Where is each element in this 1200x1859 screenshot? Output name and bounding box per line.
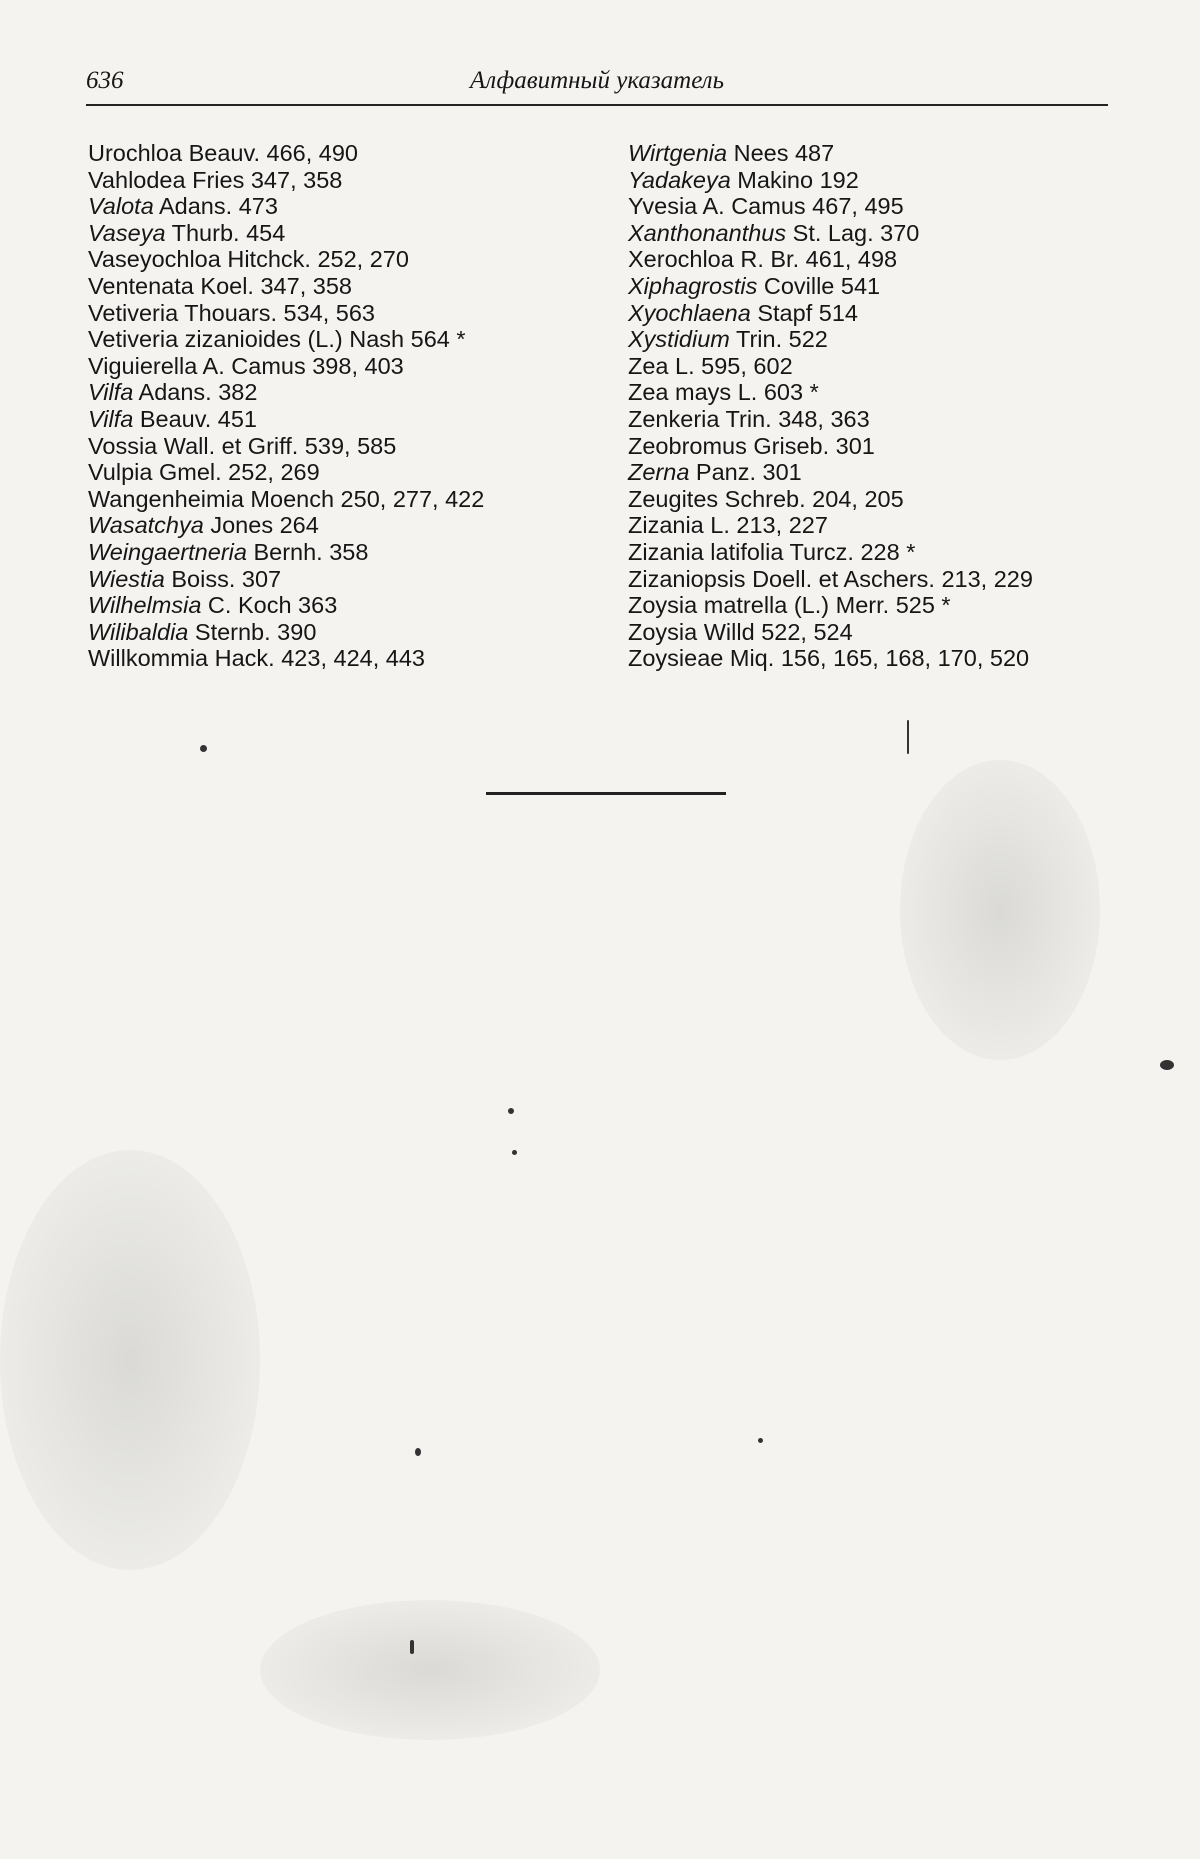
index-entry (628, 273, 1128, 300)
entry-detail: Coville 541 (757, 272, 881, 299)
index-entry (88, 167, 588, 194)
scan-speck (200, 745, 207, 752)
index-entry (628, 486, 1128, 513)
scan-speck (907, 720, 909, 754)
entry-name: Xiphagrostis (628, 272, 758, 299)
entry-detail: matrella (L.) Merr. 525 * (697, 592, 951, 619)
entry-name: Valota (88, 193, 154, 220)
entry-detail: Boiss. 307 (164, 565, 282, 592)
entry-name: Xystidium (628, 326, 730, 353)
index-entry (628, 246, 1128, 273)
entry-name: Vilfa (88, 405, 134, 432)
index-entry (88, 645, 588, 672)
entry-name: Xanthonanthus (628, 219, 787, 246)
entry-name: Vilfa (88, 379, 134, 406)
entry-detail: Gmel. 252, 269 (152, 459, 320, 486)
entry-name: Zizania (628, 512, 704, 539)
entry-name: Vaseya (88, 219, 166, 246)
entry-detail: Thouars. 534, 563 (178, 299, 375, 326)
index-entry (628, 379, 1128, 406)
index-entry (628, 406, 1128, 433)
index-entry (628, 592, 1128, 619)
entry-detail: Adans. 382 (133, 379, 258, 406)
entry-detail: Koel. 347, 358 (193, 272, 352, 299)
entry-detail: Trin. 348, 363 (719, 405, 870, 432)
scan-speck (410, 1640, 414, 1654)
entry-detail: Fries 347, 358 (185, 166, 343, 193)
entry-detail: zizanioides (L.) Nash 564 * (178, 326, 466, 353)
entry-name: Zizania (628, 538, 704, 565)
entry-name: Wiestia (88, 565, 165, 592)
entry-detail: Hack. 423, 424, 443 (208, 645, 425, 672)
entry-name: Zoysia (628, 592, 698, 619)
entry-name: Zoysieae (628, 645, 724, 672)
entry-detail: Griseb. 301 (746, 432, 875, 459)
index-entry (628, 140, 1128, 167)
index-entry (88, 273, 588, 300)
header-rule (86, 104, 1108, 106)
entry-detail: Willd 522, 524 (697, 618, 853, 645)
entry-detail: Makino 192 (730, 166, 859, 193)
entry-detail: L. 213, 227 (703, 512, 828, 539)
scan-smudge (0, 1150, 260, 1570)
entry-name: Xyochlaena (628, 299, 751, 326)
index-entry (88, 300, 588, 327)
entry-detail: Sternb. 390 (188, 618, 317, 645)
index-entry (88, 539, 588, 566)
index-entry (628, 619, 1128, 646)
entry-name: Zea (628, 379, 669, 406)
index-column-right (628, 140, 1128, 672)
index-entry (88, 406, 588, 433)
entry-name: Weingaertneria (88, 538, 247, 565)
entry-name: Vetiveria (88, 299, 179, 326)
index-entry (628, 353, 1128, 380)
entry-name: Zoysia (628, 618, 698, 645)
entry-name: Urochloa (88, 140, 183, 166)
index-entry (628, 539, 1128, 566)
entry-name: Willkommia (88, 645, 209, 672)
index-entry (88, 619, 588, 646)
scan-speck (415, 1448, 421, 1456)
entry-name: Vulpia (88, 459, 153, 486)
entry-name: Wirtgenia (628, 140, 728, 166)
entry-name: Vetiveria (88, 326, 179, 353)
index-entry (88, 592, 588, 619)
entry-name: Zenkeria (628, 405, 720, 432)
entry-detail: C. Koch 363 (201, 592, 338, 619)
index-entry (88, 326, 588, 353)
entry-detail: Beauv. 466, 490 (182, 140, 358, 166)
index-entry (88, 433, 588, 460)
index-entry (88, 459, 588, 486)
running-title: Алфавитный указатель (470, 67, 724, 94)
scan-speck (1160, 1060, 1174, 1070)
index-entry (628, 566, 1128, 593)
entry-detail: A. Camus 467, 495 (697, 193, 904, 220)
index-entry (88, 193, 588, 220)
index-entry (628, 645, 1128, 672)
entry-detail: Stapf 514 (750, 299, 858, 326)
entry-name: Zizaniopsis (628, 565, 746, 592)
entry-name: Yadakeya (628, 166, 731, 193)
entry-name: Vossia (88, 432, 158, 459)
scan-speck (512, 1150, 517, 1155)
entry-detail: Bernh. 358 (246, 538, 369, 565)
index-column-left (88, 140, 588, 672)
entry-name: Vahlodea (88, 166, 186, 193)
index-entry (628, 433, 1128, 460)
scan-speck (758, 1438, 763, 1443)
entry-name: Wangenheimia (88, 485, 244, 512)
entry-name: Wilhelmsia (88, 592, 202, 619)
entry-detail: Trin. 522 (729, 326, 828, 353)
entry-name: Zeugites (628, 485, 719, 512)
index-entry (628, 193, 1128, 220)
entry-detail: Moench 250, 277, 422 (243, 485, 485, 512)
index-entry (628, 167, 1128, 194)
running-head (86, 66, 1108, 102)
entry-detail: Hitchck. 252, 270 (220, 246, 409, 273)
index-entry (88, 220, 588, 247)
entry-name: Zerna (628, 459, 690, 486)
index-entry (628, 459, 1128, 486)
index-entry (88, 379, 588, 406)
entry-detail: St. Lag. 370 (786, 219, 920, 246)
index-entry (88, 246, 588, 273)
entry-detail: Miq. 156, 165, 168, 170, 520 (723, 645, 1030, 672)
entry-name: Zea (628, 352, 669, 379)
end-rule (486, 792, 726, 795)
scan-smudge (260, 1600, 600, 1740)
entry-name: Zeobromus (628, 432, 747, 459)
index-entry (88, 353, 588, 380)
entry-name: Wilibaldia (88, 618, 189, 645)
entry-detail: Wall. et Griff. 539, 585 (157, 432, 397, 459)
entry-detail: L. 595, 602 (668, 352, 793, 379)
index-entry (88, 140, 588, 167)
scan-speck (508, 1108, 514, 1114)
entry-detail: latifolia Turcz. 228 * (703, 538, 916, 565)
entry-name: Yvesia (628, 193, 698, 220)
index-entry (88, 486, 588, 513)
index-entry (628, 326, 1128, 353)
entry-detail: Adans. 473 (153, 193, 278, 220)
entry-detail: Jones 264 (203, 512, 319, 539)
index-entry (628, 300, 1128, 327)
entry-name: Vaseyochloa (88, 246, 221, 273)
entry-name: Viguierella (88, 352, 198, 379)
index-entry (628, 512, 1128, 539)
entry-detail: Schreb. 204, 205 (718, 485, 904, 512)
entry-detail: mays L. 603 * (668, 379, 819, 406)
entry-detail: Panz. 301 (689, 459, 802, 486)
entry-name: Wasatchya (88, 512, 204, 539)
page-number: 636 (86, 67, 124, 94)
entry-detail: Beauv. 451 (133, 405, 257, 432)
entry-detail: Thurb. 454 (165, 219, 286, 246)
entry-detail: R. Br. 461, 498 (733, 246, 898, 273)
entry-detail: Nees 487 (727, 140, 835, 166)
entry-detail: Doell. et Aschers. 213, 229 (745, 565, 1033, 592)
index-entry (88, 566, 588, 593)
scan-smudge (900, 760, 1100, 1060)
entry-name: Xerochloa (628, 246, 734, 273)
index-entry (628, 220, 1128, 247)
entry-name: Ventenata (88, 272, 194, 299)
entry-detail: A. Camus 398, 403 (197, 352, 404, 379)
index-entry (88, 512, 588, 539)
